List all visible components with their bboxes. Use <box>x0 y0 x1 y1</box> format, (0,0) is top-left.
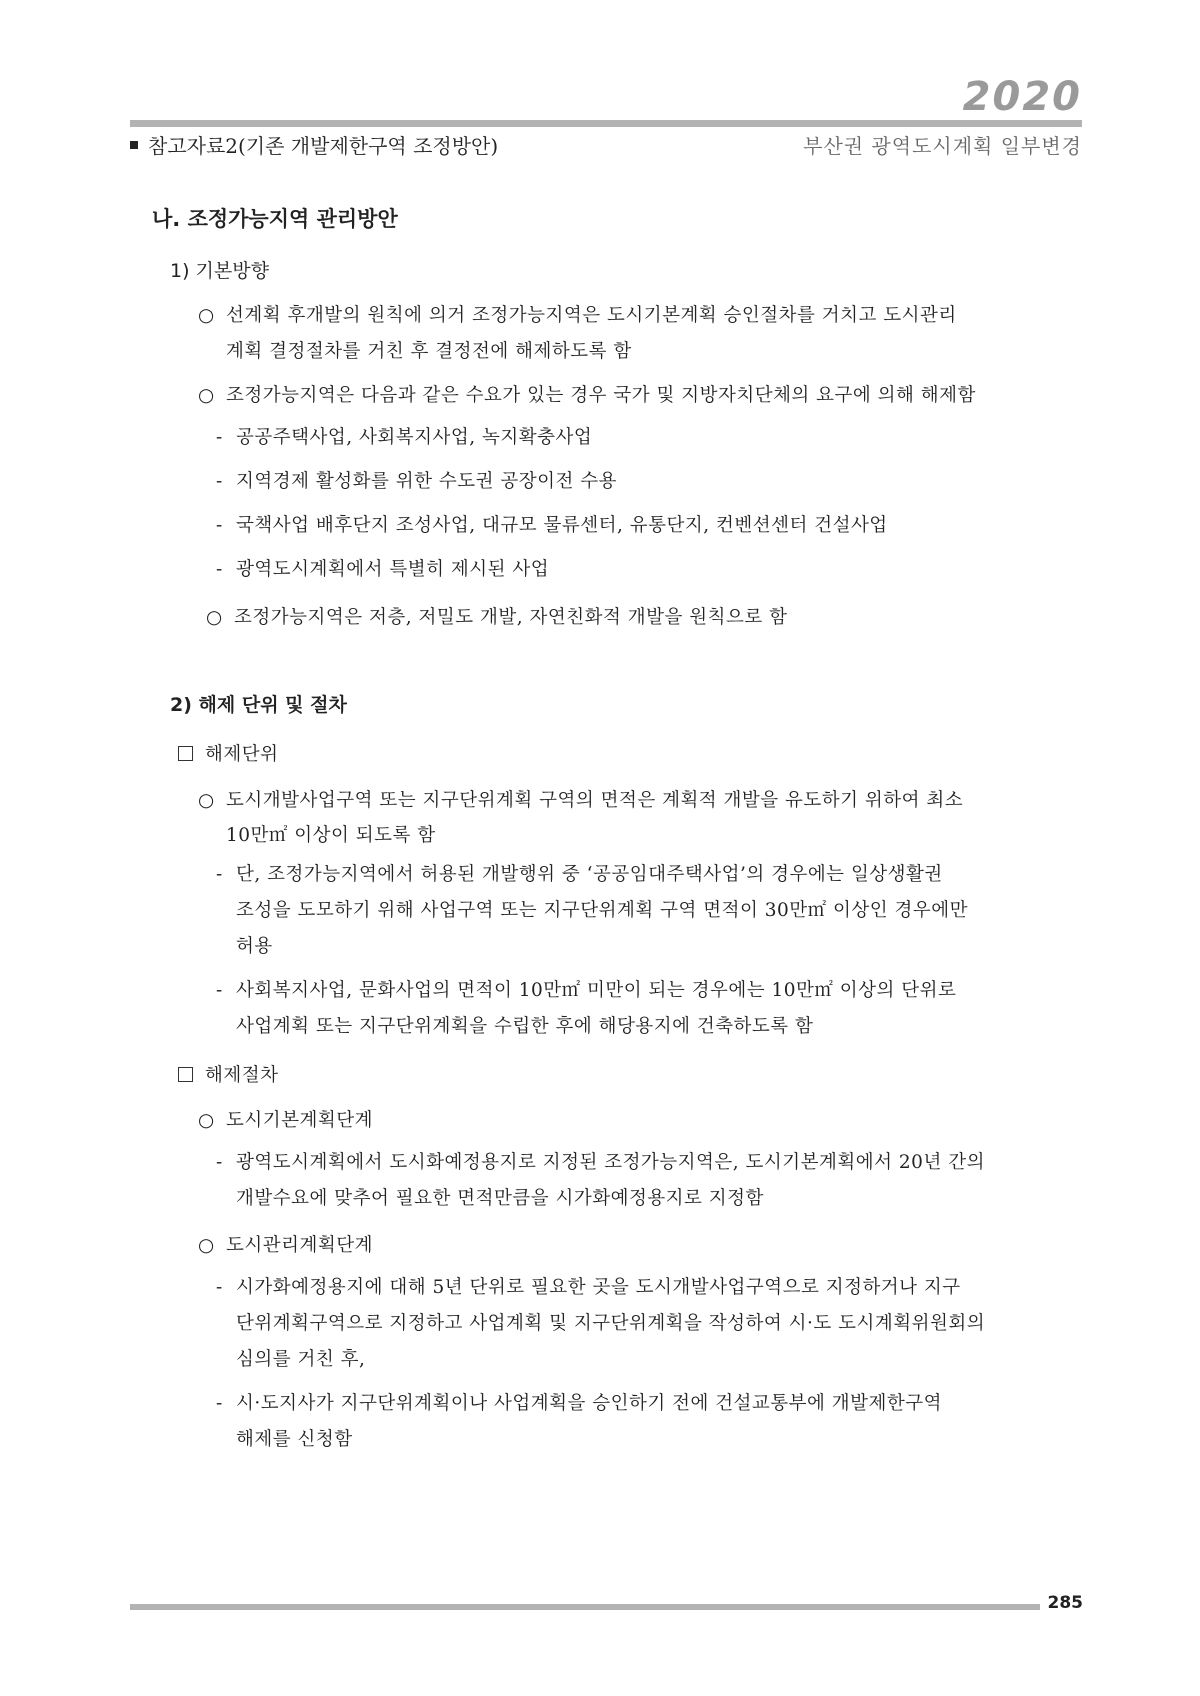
dash-item <box>216 1273 961 1299</box>
page-number: 285 <box>1047 1593 1083 1613</box>
bullet-text-continued: 계획 결정절차를 거친 후 결정전에 해제하도록 함 <box>226 341 632 362</box>
dash-item <box>216 423 592 449</box>
dash-text: 국책사업 배후단지 조성사업, 대규모 물류센터, 유통단지, 컨벤션센터 건설사업 <box>236 515 888 536</box>
bullet-text: 조정가능지역은 저층, 저밀도 개발, 자연친화적 개발을 원칙으로 함 <box>234 607 788 628</box>
dash-bullet-icon: - <box>216 1152 223 1173</box>
running-header <box>130 130 1082 160</box>
circle-bullet-icon: ○ <box>198 1235 215 1256</box>
dash-bullet-icon: - <box>216 471 223 492</box>
dash-text-continued: 조성을 도모하기 위해 사업구역 또는 지구단위계획 구역 면적이 30만㎡ 이상인 경우에만 <box>236 900 968 921</box>
dash-item <box>216 976 956 1002</box>
dash-text: 단, 조정가능지역에서 허용된 개발행위 중 ‘공공임대주택사업’의 경우에는 일상생활권 <box>236 864 943 885</box>
bullet-text: 도시개발사업구역 또는 지구단위계획 구역의 면적은 계획적 개발을 유도하기 위하여 최소 <box>226 790 964 811</box>
dash-text: 사회복지사업, 문화사업의 면적이 10만㎡ 미만이 되는 경우에는 10만㎡ 이상의 단위로 <box>236 980 957 1001</box>
circle-bullet-icon: ○ <box>198 1110 215 1131</box>
checkbox-square-icon <box>178 746 193 761</box>
dash-text: 공공주택사업, 사회복지사업, 녹지확충사업 <box>236 427 593 448</box>
header-left <box>130 130 498 159</box>
bullet-item <box>206 603 787 629</box>
box-heading-text: 해제절차 <box>205 1065 279 1086</box>
dash-item <box>216 1389 942 1415</box>
dash-text: 시가화예정용지에 대해 5년 단위로 필요한 곳을 도시개발사업구역으로 지정하거나 지구 <box>236 1277 961 1298</box>
dash-text: 시·도지사가 지구단위계획이나 사업계획을 승인하기 전에 건설교통부에 개발제한구역 <box>236 1393 943 1414</box>
header-left-title: 참고자료2(기존 개발제한구역 조정방안) <box>148 134 499 158</box>
dash-text-continued: 허용 <box>236 936 273 957</box>
checkbox-square-icon <box>178 1067 193 1082</box>
bullet-item <box>198 1231 373 1257</box>
footer-rule <box>130 1604 1040 1610</box>
circle-bullet-icon: ○ <box>206 607 223 628</box>
bullet-text: 조정가능지역은 다음과 같은 수요가 있는 경우 국가 및 지방자치단체의 요구에 의해 해제함 <box>226 385 976 406</box>
dash-bullet-icon: - <box>216 427 223 448</box>
dash-text-continued: 단위계획구역으로 지정하고 사업계획 및 지구단위계획을 작성하여 시·도 도시계획위원회의 <box>236 1313 986 1334</box>
bullet-text: 도시관리계획단계 <box>226 1235 373 1256</box>
dash-text-continued: 사업계획 또는 지구단위계획을 수립한 후에 해당용지에 건축하도록 함 <box>236 1016 814 1037</box>
bullet-text: 선계획 후개발의 원칙에 의거 조정가능지역은 도시기본계획 승인절차를 거치고 도시관리 <box>226 305 957 326</box>
dash-text: 지역경제 활성화를 위한 수도권 공장이전 수용 <box>236 471 617 492</box>
dash-item <box>216 1148 985 1174</box>
bullet-item <box>198 301 957 327</box>
dash-text-continued: 심의를 거친 후, <box>236 1349 366 1370</box>
header-rule <box>130 120 1082 127</box>
dash-item <box>216 467 617 493</box>
square-bullet-icon <box>130 141 138 149</box>
bullet-item <box>198 786 963 812</box>
box-heading <box>178 740 278 766</box>
section-title: 나. 조정가능지역 관리방안 <box>152 207 398 231</box>
dash-text-continued: 개발수요에 맞추어 필요한 면적만큼을 시가화예정용지로 지정함 <box>236 1188 764 1209</box>
dash-item <box>216 511 888 537</box>
dash-bullet-icon: - <box>216 1277 223 1298</box>
dash-item <box>216 860 943 886</box>
bullet-item <box>198 381 976 407</box>
circle-bullet-icon: ○ <box>198 790 215 811</box>
subsection-title-1: 1) 기본방향 <box>170 260 269 282</box>
subsection-title-2: 2) 해제 단위 및 절차 <box>170 694 347 716</box>
header-year: 2020 <box>962 74 1082 120</box>
dash-bullet-icon: - <box>216 1393 223 1414</box>
dash-bullet-icon: - <box>216 515 223 536</box>
bullet-item <box>198 1106 373 1132</box>
box-heading <box>178 1061 278 1087</box>
dash-bullet-icon: - <box>216 559 223 580</box>
dash-bullet-icon: - <box>216 864 223 885</box>
header-right-title: 부산권 광역도시계획 일부변경 <box>803 134 1082 158</box>
box-heading-text: 해제단위 <box>205 744 279 765</box>
dash-item <box>216 555 549 581</box>
dash-text: 광역도시계획에서 도시화예정용지로 지정된 조정가능지역은, 도시기본계획에서 20년 간의 <box>236 1152 985 1173</box>
bullet-text: 도시기본계획단계 <box>226 1110 373 1131</box>
dash-bullet-icon: - <box>216 980 223 1001</box>
circle-bullet-icon: ○ <box>198 305 215 326</box>
circle-bullet-icon: ○ <box>198 385 215 406</box>
dash-text-continued: 해제를 신청함 <box>236 1429 353 1450</box>
dash-text: 광역도시계획에서 특별히 제시된 사업 <box>236 559 550 580</box>
bullet-text-continued: 10만㎡ 이상이 되도록 함 <box>226 825 436 846</box>
